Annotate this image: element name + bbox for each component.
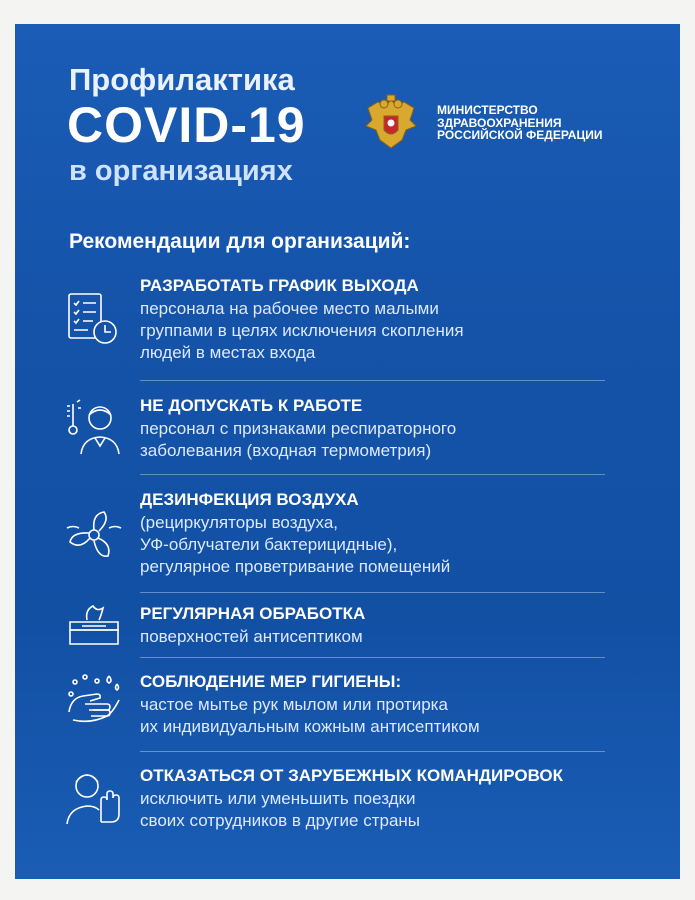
item-text: исключить или уменьшить поездки своих сотрудников в другие страны (140, 789, 421, 830)
divider (140, 657, 605, 658)
divider (140, 592, 605, 593)
title-line-3: в организациях (69, 155, 293, 187)
coat-of-arms-icon (360, 92, 422, 154)
recommendations-heading: Рекомендации для организаций: (69, 230, 411, 253)
title-line-1: Профилактика (69, 62, 295, 97)
divider (140, 380, 605, 381)
item-heading: СОБЛЮДЕНИЕ МЕР ГИГИЕНЫ: (140, 672, 402, 691)
item-text: поверхностей антисептиком (140, 627, 363, 646)
hand-washing-icon (65, 672, 123, 730)
stop-travel-icon (65, 768, 123, 826)
item-text: частое мытье рук мылом или протирка их индивидуальным кожным антисептиком (140, 695, 480, 736)
item-heading: РАЗРАБОТАТЬ ГРАФИК ВЫХОДА (140, 276, 419, 295)
fan-icon (65, 506, 123, 564)
divider (140, 474, 605, 475)
item-heading: ОТКАЗАТЬСЯ ОТ ЗАРУБЕЖНЫХ КОМАНДИРОВОК (140, 766, 564, 785)
item-heading: ДЕЗИНФЕКЦИЯ ВОЗДУХА (140, 490, 359, 509)
item-text: персонал с признаками респираторного заболевания (входная термометрия) (140, 419, 457, 460)
divider (140, 751, 605, 752)
ministry-line-3: РОССИЙСКОЙ ФЕДЕРАЦИИ (437, 128, 603, 142)
tissue-box-icon (65, 598, 123, 656)
poster (15, 24, 680, 879)
item-text: (рециркуляторы воздуха, УФ-облучатели бактерицидные), регулярное проветривание помещений (140, 513, 451, 576)
schedule-icon (65, 290, 123, 348)
ministry-line-1: МИНИСТЕРСТВО (437, 103, 538, 117)
title-line-2: COVID-19 (67, 97, 306, 153)
thermometer-person-icon (65, 398, 123, 456)
item-heading: НЕ ДОПУСКАТЬ К РАБОТЕ (140, 396, 363, 415)
item-heading: РЕГУЛЯРНАЯ ОБРАБОТКА (140, 604, 366, 623)
item-text: персонала на рабочее место малыми группами в целях исключения скопления людей в местах входа (140, 299, 464, 362)
ministry-line-2: ЗДРАВООХРАНЕНИЯ (437, 115, 562, 130)
ministry-name (437, 104, 602, 142)
